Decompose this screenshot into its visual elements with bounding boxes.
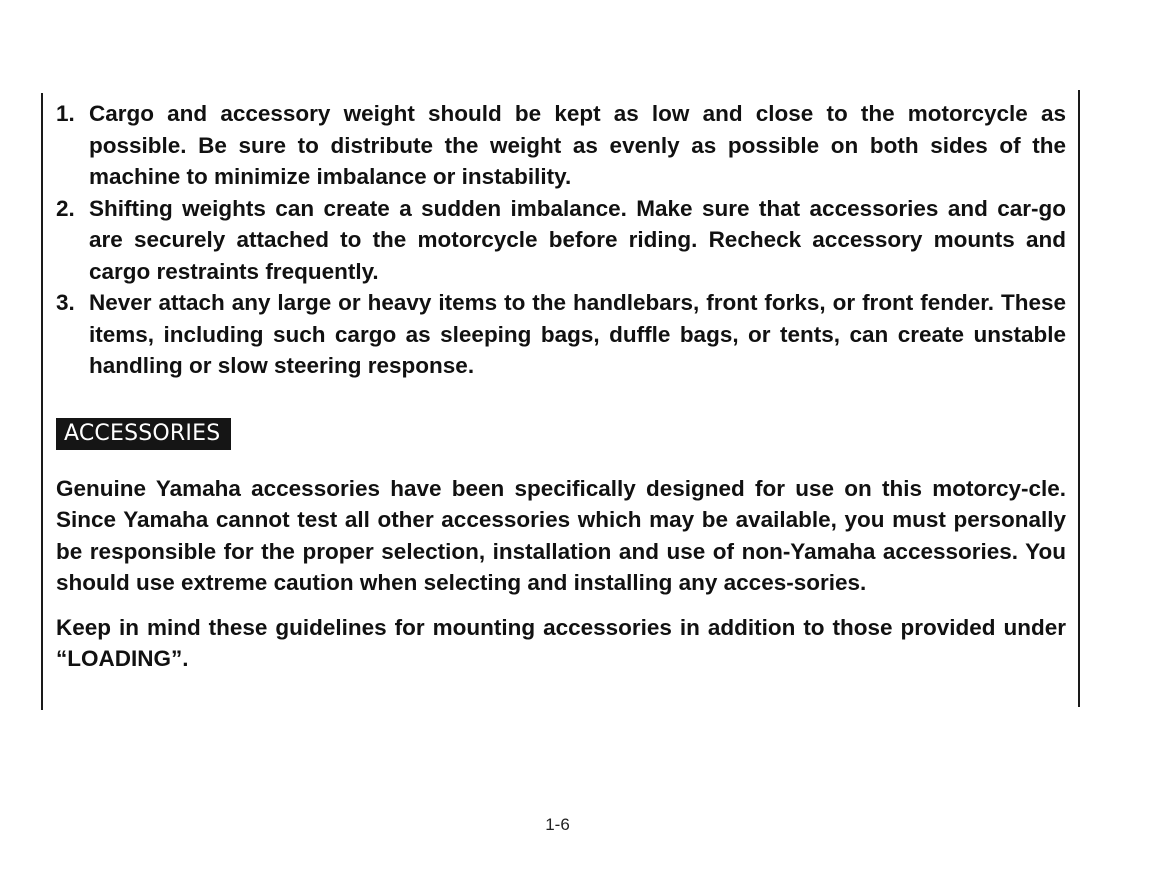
guideline-item-1 <box>56 98 1066 193</box>
guideline-item-3 <box>56 287 1066 382</box>
guideline-number: 1. <box>56 101 75 126</box>
guideline-text: Cargo and accessory weight should be kept as low and close to the motorcycle as possible. Be sure to distribute the weight as evenly as possible on both sides of the machine to minimize imbalance or instability. <box>89 101 1066 189</box>
accessories-paragraph-2: Keep in mind these guidelines for mounting accessories in addition to those provided under “LOADING”. <box>56 614 1066 671</box>
loading-guidelines-list <box>56 98 1066 382</box>
left-margin-rule <box>41 93 43 710</box>
guideline-text: Shifting weights can create a sudden imbalance. Make sure that accessories and car-go are securely attached to the motorcycle before riding. Recheck accessory mounts and cargo restraints frequently. <box>89 195 1066 284</box>
page-number: 1-6 <box>545 815 570 834</box>
section-heading-wrap <box>56 418 1066 452</box>
guideline-number: 2. <box>56 195 75 221</box>
right-margin-rule <box>1078 90 1080 707</box>
accessories-paragraph-1: Genuine Yamaha accessories have been specifically designed for use on this motorcy-cle. Since Yamaha cannot test all other accessories which may be available, you must personally be responsible for the proper selection, installation and use of non-Yamaha accessories. You should use extreme caution when selecting and installing any acces-sories. <box>56 475 1066 595</box>
guideline-item-2 <box>56 193 1066 288</box>
guideline-number: 3. <box>56 290 75 315</box>
section-heading: ACCESSORIES <box>56 418 231 450</box>
guideline-text: Never attach any large or heavy items to the handlebars, front forks, or front fender. These items, including such cargo as sleeping bags, duffle bags, or tents, can create unstable handling or slow steering response. <box>89 290 1066 378</box>
page-content <box>56 98 1066 675</box>
